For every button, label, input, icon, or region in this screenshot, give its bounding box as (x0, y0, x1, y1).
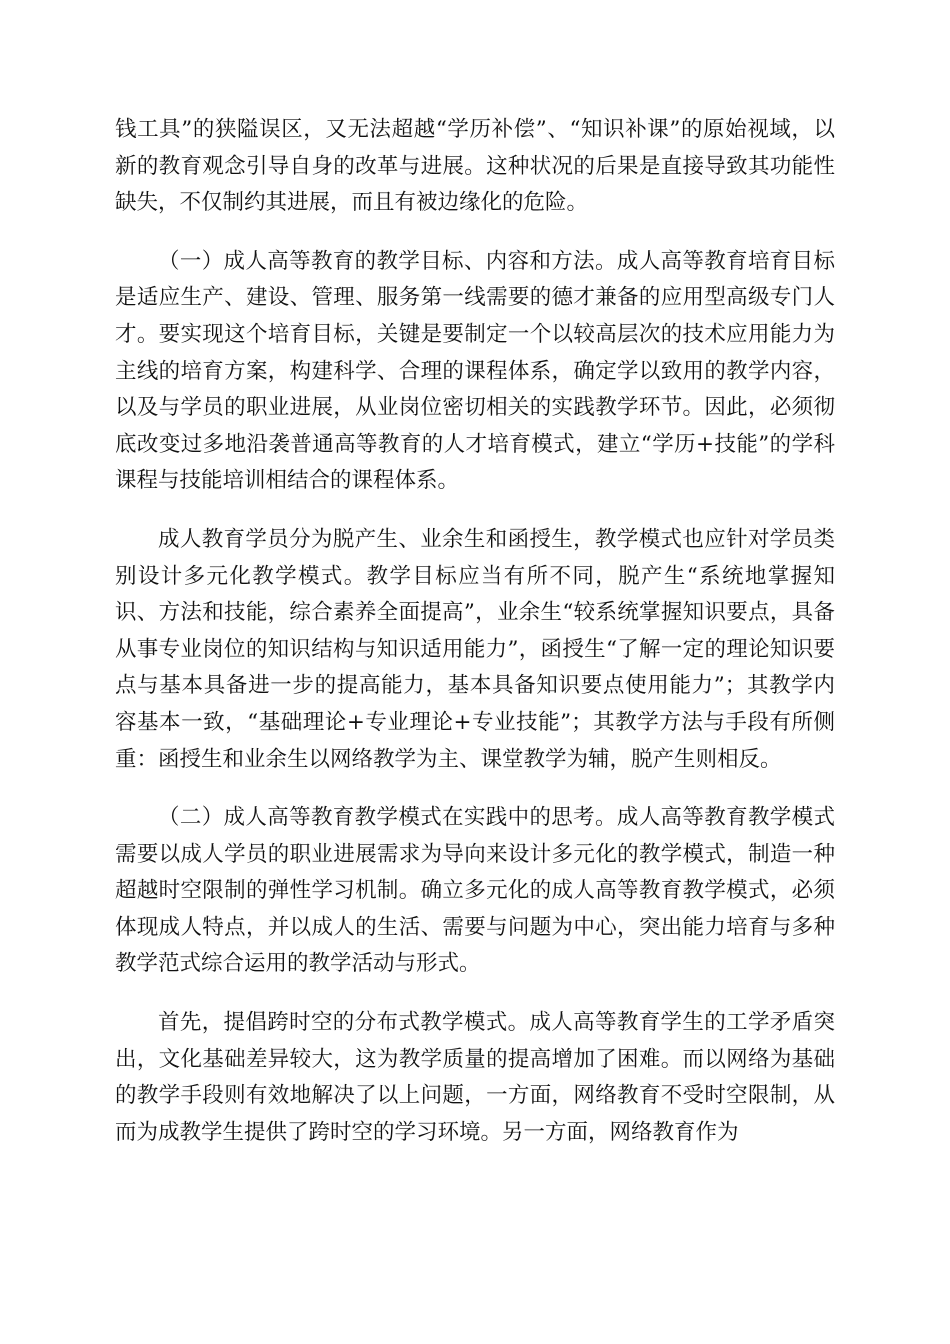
paragraph-continuation: 钱工具”的狭隘误区，又无法超越“学历补偿”、“知识补课”的原始视域，以新的教育观念引导自身的改革与进展。这种状况的后果是直接导致其功能性缺失，不仅制约其进展，而且有被边缘化的危险。 (115, 117, 835, 216)
paragraph-first-point: 首先，提倡跨时空的分布式教学模式。成人高等教育学生的工学矛盾突出，文化基础差异较大，这为教学质量的提高增加了困难。而以网络为基础的教学手段则有效地解决了以上问题，一方面，网络教育不受时空限制，从而为成教学生提供了跨时空的学习环境。另一方面，网络教育作为 (115, 1010, 835, 1145)
paragraph-learner-types: 成人教育学员分为脱产生、业余生和函授生，教学模式也应针对学员类别设计多元化教学模式。教学目标应当有所不同，脱产生“系统地掌握知识、方法和技能，综合素养全面提高”，业余生“较系统掌握知识要点，具备从事专业岗位的知识结构与知识适用能力”，函授生“了解一定的理论知识要点与基本具备进一步的提高能力，基本具备知识要点使用能力”；其教学内容基本一致，“基础理论+专业理论+专业技能”；其教学方法与手段有所侧重：函授生和业余生以网络教学为主、课堂教学为辅，脱产生则相反。 (115, 526, 835, 772)
paragraph-section-2: （二）成人高等教育教学模式在实践中的思考。成人高等教育教学模式需要以成人学员的职业进展需求为导向来设计多元化的教学模式，制造一种超越时空限制的弹性学习机制。确立多元化的成人高等教育教学模式，必须体现成人特点，并以成人的生活、需要与问题为中心，突出能力培育与多种教学范式综合运用的教学活动与形式。 (115, 805, 835, 977)
document-body (115, 112, 835, 1173)
paragraph-section-1: （一）成人高等教育的教学目标、内容和方法。成人高等教育培育目标是适应生产、建设、管理、服务第一线需要的德才兼备的应用型高级专门人才。要实现这个培育目标，关键是要制定一个以较高层次的技术应用能力为主线的培育方案，构建科学、合理的课程体系，确定学以致用的教学内容，以及与学员的职业进展，从业岗位密切相关的实践教学环节。因此，必须彻底改变过多地沿袭普通高等教育的人才培育模式，建立“学历+技能”的学科课程与技能培训相结合的课程体系。 (115, 248, 835, 494)
